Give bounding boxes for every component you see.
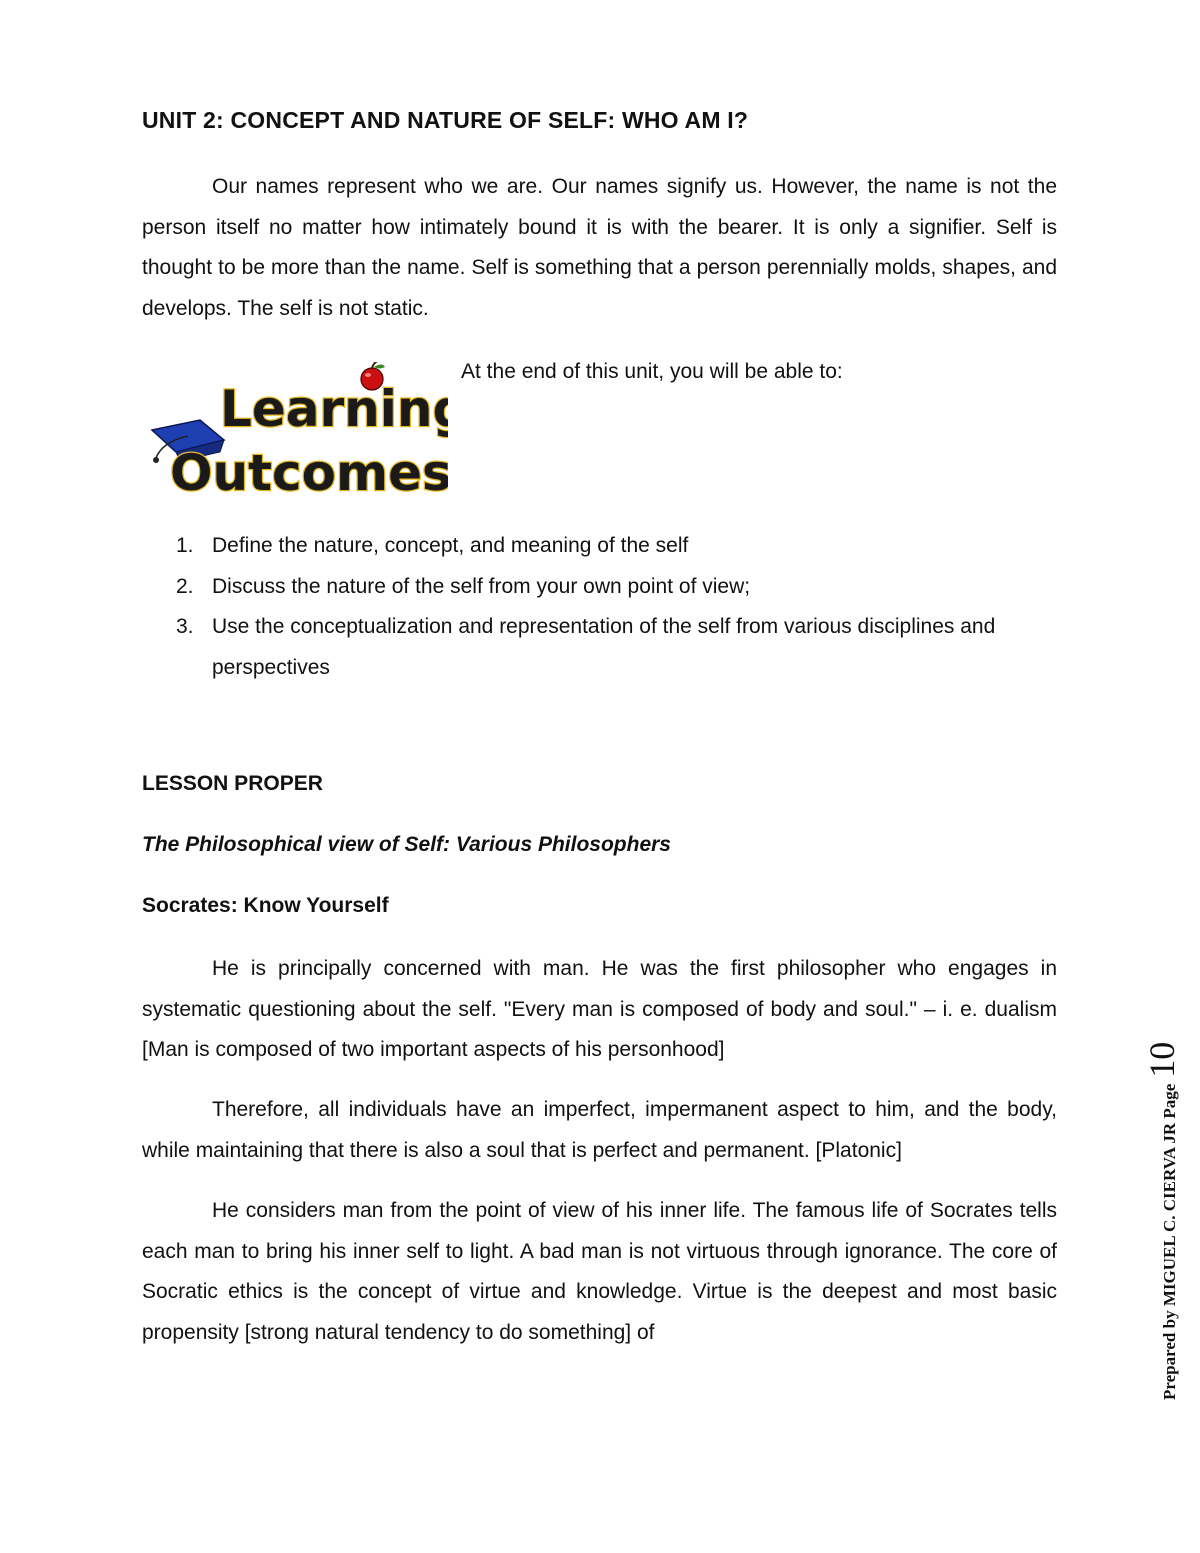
- list-item-number: 1.: [176, 534, 194, 557]
- socrates-heading: Socrates: Know Yourself: [142, 894, 389, 917]
- page-number: 10: [1142, 1041, 1182, 1078]
- unit-title: UNIT 2: CONCEPT AND NATURE OF SELF: WHO AM I?: [142, 107, 749, 133]
- list-item-text: Define the nature, concept, and meaning of the self: [212, 534, 689, 557]
- list-item-text: Discuss the nature of the self from your own point of view;: [212, 574, 751, 598]
- philosophical-view-heading: The Philosophical view of Self: Various Philosophers: [142, 833, 671, 856]
- logo-text-outcomes: Outcomes: [170, 444, 448, 502]
- socrates-paragraph-3: He considers man from the point of view of his inner life. The famous life of Socrates tells each man to bring his inner self to light. A bad man is not virtuous through ignorance. The core of Socratic ethics is the concept of virtue and knowledge. Virtue is the deepest and most basic propensity [strong natural tendency to do something] of: [142, 1199, 1057, 1344]
- list-item: [170, 607, 1060, 688]
- lesson-proper-heading: LESSON PROPER: [142, 772, 323, 795]
- learning-outcomes-intro: At the end of this unit, you will be able to:: [461, 360, 843, 383]
- list-item-text: Use the conceptualization and representation of the self from various disciplines and perspectives: [212, 615, 996, 679]
- logo-text-learning: Learning: [220, 380, 448, 438]
- learning-outcomes-list: [170, 526, 1060, 688]
- list-item-number: 3.: [176, 615, 194, 639]
- list-item: [170, 526, 1060, 567]
- prepared-by-text: Prepared by MIGUEL C. CIERVA JR Page: [1160, 1083, 1179, 1400]
- page-footer: [1140, 980, 1180, 1400]
- list-item: [170, 567, 1060, 608]
- list-item-number: 2.: [176, 574, 194, 598]
- intro-paragraph: Our names represent who we are. Our names signify us. However, the name is not the person itself no matter how intimately bound it is with the bearer. It is only a signifier. Self is thought to be more than the name. Self is something that a person perennially molds, shapes, and develops. The self is not static.: [142, 175, 1057, 320]
- socrates-paragraph-2: Therefore, all individuals have an imperfect, impermanent aspect to him, and the body, while maintaining that there is also a soul that is perfect and permanent. [Platonic]: [142, 1098, 1057, 1162]
- learning-outcomes-logo: [148, 362, 448, 502]
- socrates-paragraph-1: He is principally concerned with man. He was the first philosopher who engages in systematic questioning about the self. "Every man is composed of body and soul." – i. e. dualism [Man is composed of two important aspects of his personhood]: [142, 957, 1057, 1062]
